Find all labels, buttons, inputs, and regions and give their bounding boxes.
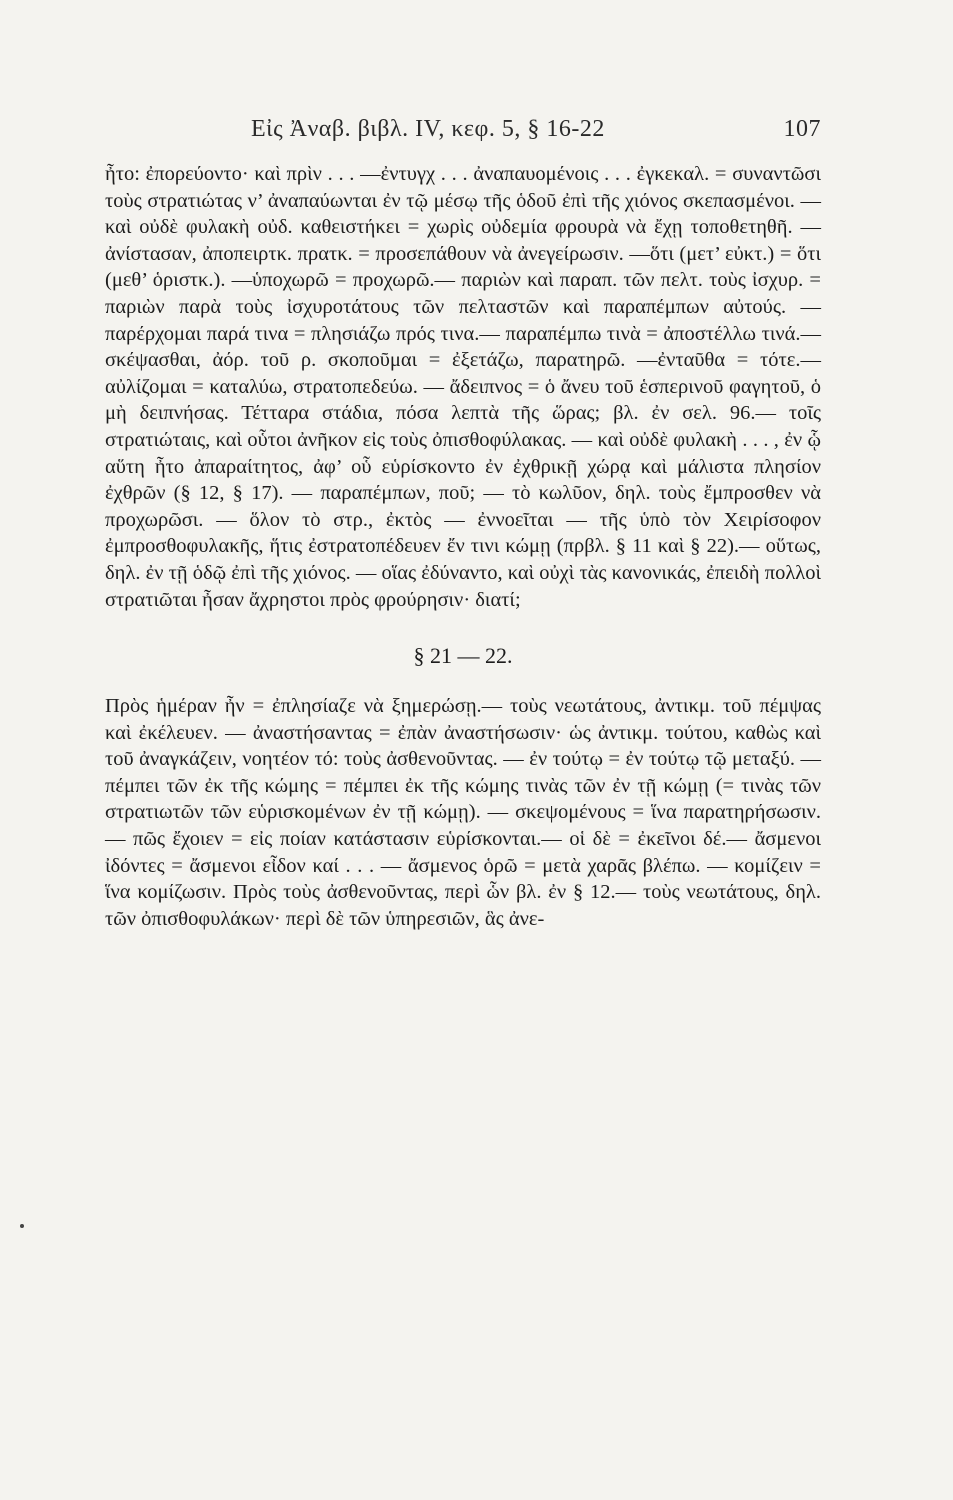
commentary-paragraph-2: Πρὸς ἡμέραν ἦν = ἐπλησίαζε νὰ ξημερώσῃ.— τοὺς νεωτάτους, ἀντικμ. τοῦ πέμψας καὶ ἐκέλευεν. — ἀναστήσαντας = ἐπὰν ἀναστήσωσιν· ὡς ἀντικμ. τούτου, καθὼς καὶ τοῦ ἀναγκάζειν, νοητέον τό: τοὺς ἀσθενοῦντας. — ἐν τούτῳ = ἐν τούτῳ τῷ μεταξύ. — πέμπει τῶν ἐκ τῆς κώμης = πέμπει ἐκ τῆς κώμης τινὰς τῶν ἐν τῇ κώμῃ (= τινὰς τῶν στρατιωτῶν τῶν εὑρισκομένων ἐν τῇ κώμῃ). — σκεψομένους = ἵνα παρατηρήσωσιν. — πῶς ἔχοιεν = εἰς ποίαν κατάστασιν εὑρίσκονται.— οἱ δὲ = ἐκεῖνοι δέ.— ἄσμενοι ἰδόντες = ἄσμενοι εἶδον καί . . . — ἄσμενος ὁρῶ = μετὰ χαρᾶς βλέπω. — κομίζειν = ἵνα κομίζωσιν. Πρὸς τοὺς ἀσθενοῦντας, περὶ ὧν βλ. ἐν § 12.— τοὺς νεωτάτους, δηλ. τῶν ὀπισθοφυλάκων· περὶ δὲ τῶν ὑπηρεσιῶν, ἃς ἀνε- [105, 695, 821, 930]
page [105, 116, 821, 932]
header-title: Εἰς Ἀναβ. βιβλ. IV, κεφ. 5, § 16-22 [251, 116, 605, 142]
commentary-paragraph-1: ἦτο: ἐπορεύοντο· καὶ πρὶν . . . —ἐντυγχ . . . ἀναπαυομένοις . . . ἐγκεκαλ. = συναντῶσι τοὺς στρατιώτας ν’ ἀναπαύωνται ἐν τῷ μέσῳ τῆς ὁδοῦ ἐπὶ τῆς χιόνος σκεπασμένοι. — καὶ οὐδὲ φυλακὴ οὐδ. καθειστήκει = χωρὶς οὐδεμία φρουρὰ νὰ ἔχῃ τοποθετηθῆ. —ἀνίστασαν, ἀποπειρτκ. πρατκ. = προσεπάθουν νὰ ἀνεγείρωσιν. —ὅτι (μετ’ εὐκτ.) = ὅτι (μεθ’ ὁριστκ.). —ὑποχωρῶ = προχωρῶ.— παριὼν καὶ παραπ. τῶν πελτ. τοὺς ἰσχυρ. = παριὼν παρὰ τοὺς ἰσχυροτάτους τῶν πελταστῶν καὶ παραπέμπων αὐτούς. —παρέρχομαι παρά τινα = πλησιάζω πρός τινα.— παραπέμπω τινὰ = ἀποστέλλω τινά.— σκέψασθαι, ἀόρ. τοῦ ρ. σκοποῦμαι = ἐξετάζω, παρατηρῶ. —ἐνταῦθα = τότε.— αὐλίζομαι = καταλύω, στρατοπεδεύω. — ἄδειπνος = ὁ ἄνευ τοῦ ἑσπερινοῦ φαγητοῦ, ὁ μὴ δειπνήσας. Τέτταρα στάδια, πόσα λεπτὰ τῆς ὥρας; βλ. ἐν σελ. 96.— τοῖς στρατιώταις, καὶ οὗτοι ἀνῆκον εἰς τοὺς ὀπισθοφύλακας. — καὶ οὐδὲ φυλακὴ . . . , ἐν ᾧ αὕτη ἦτο ἀπαραίτητος, ἀφ’ οὗ εὑρίσκοντο ἐν ἐχθρικῇ χώρᾳ καὶ μάλιστα πλησίον ἐχθρῶν (§ 12, § 17). — παραπέμπων, ποῦ; — τὸ κωλῦον, δηλ. τοὺς ἔμπροσθεν νὰ προχωρῶσι. — ὅλον τὸ στρ., ἐκτὸς — ἐννοεῖται — τῆς ὑπὸ τὸν Χειρίσοφον ἐμπροσθοφυλακῆς, ἥτις ἐστρατοπέδευεν ἔν τινι κώμῃ (πρβλ. § 11 καὶ § 22).— οὕτως, δηλ. ἐν τῇ ὁδῷ ἐπὶ τῆς χιόνος. — οἵας ἐδύναντο, καὶ οὐχὶ τὰς κανονικάς, ἐπειδὴ πολλοὶ στρατιῶται ἦσαν ἄχρηστοι πρὸς φρούρησιν· διατί; [105, 163, 821, 611]
section-heading: § 21 — 22. [413, 643, 513, 669]
running-header [105, 116, 821, 143]
margin-dot [20, 1224, 24, 1228]
page-number: 107 [783, 116, 821, 142]
